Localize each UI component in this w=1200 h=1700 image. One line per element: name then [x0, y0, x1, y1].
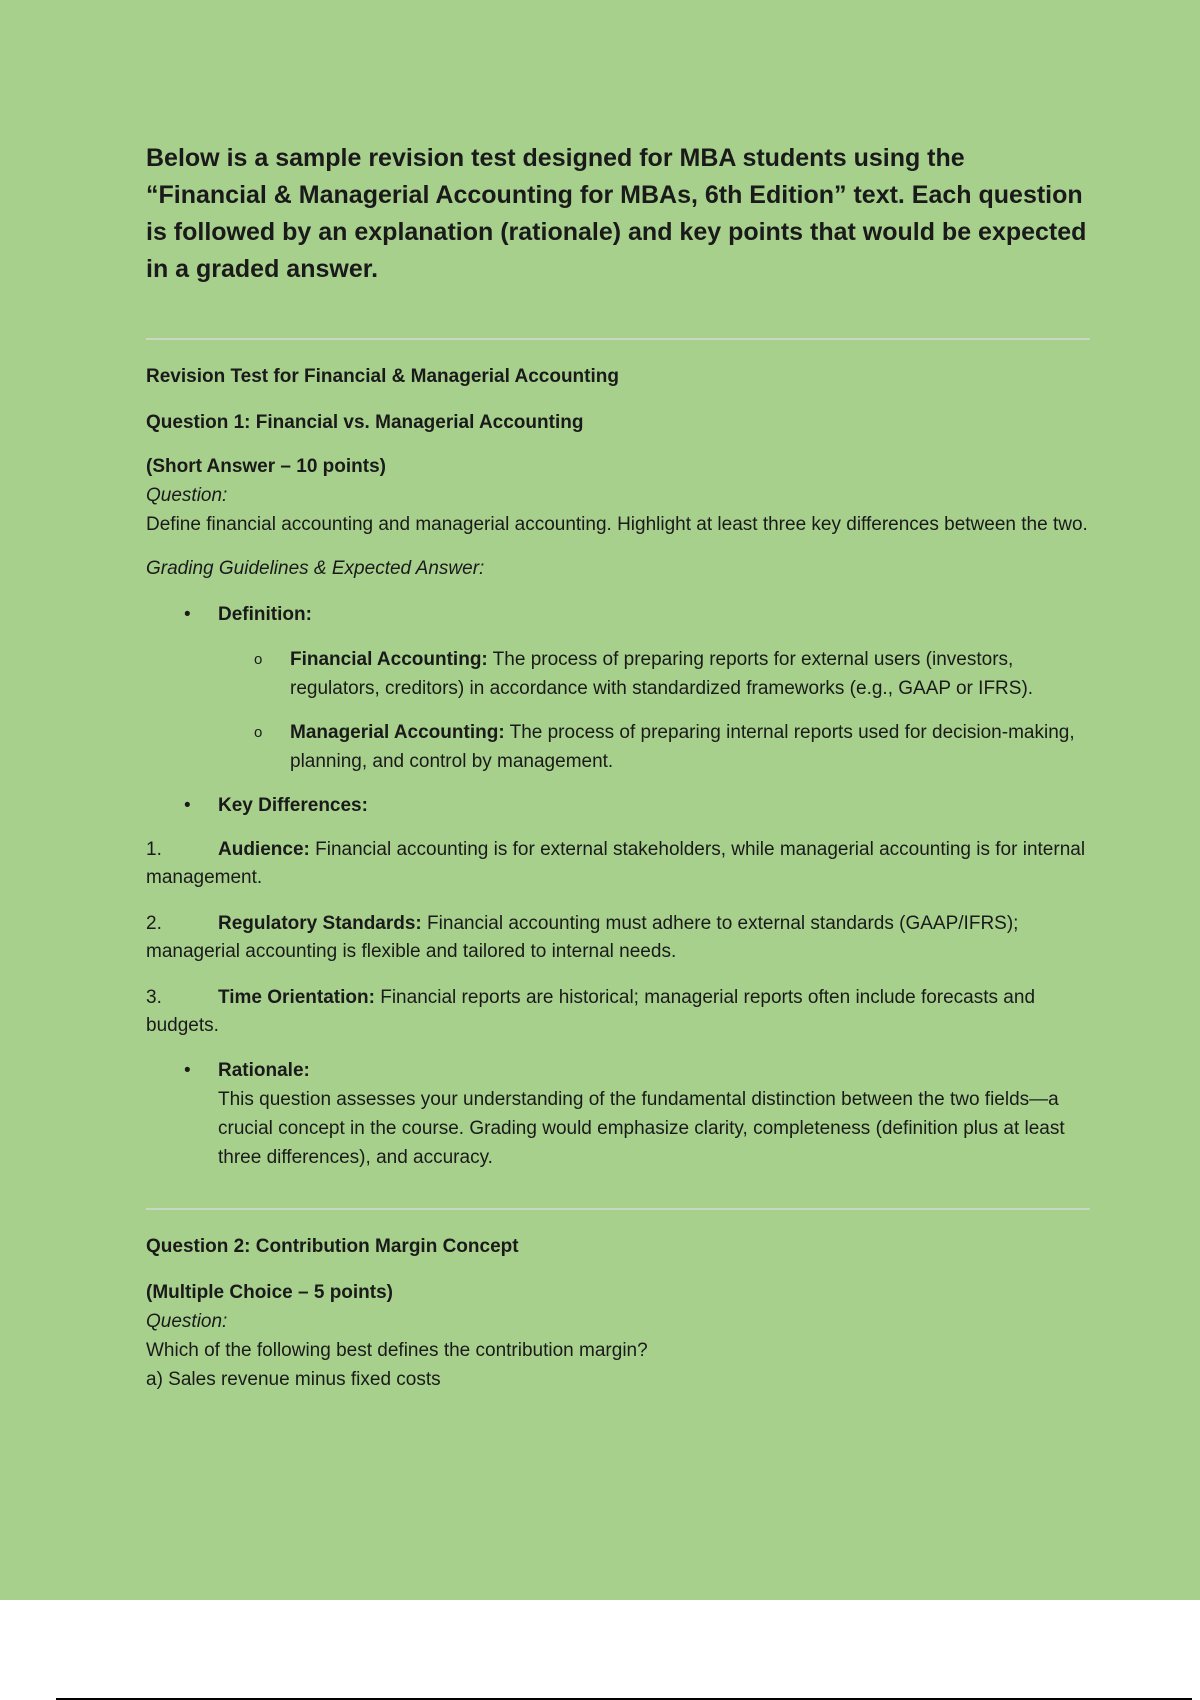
q1-guidelines-label: Grading Guidelines & Expected Answer: — [146, 558, 485, 579]
rationale-text: This question assesses your understanding of the fundamental distinction between the two fields—a crucial concept in the course. Grading would emphasize clarity, completeness (definition plus at least three differences), and accuracy. — [218, 1089, 1065, 1168]
horizontal-rule — [146, 1208, 1090, 1210]
sub-bullet-icon: o — [254, 651, 263, 668]
document-content — [146, 140, 1090, 1394]
q1-question-label: Question: — [146, 485, 228, 506]
definition-label: Definition: — [218, 604, 312, 625]
difference-number: 1. — [146, 839, 162, 860]
difference-term: Time Orientation: — [218, 987, 375, 1008]
q2-question-label: Question: — [146, 1311, 228, 1332]
financial-text: The process of preparing reports for external users (investors, regulators, creditors) in accordance with standardized frameworks (e.g., GAAP or IFRS). — [290, 649, 1034, 699]
q1-title: Question 1: Financial vs. Managerial Accounting — [146, 412, 584, 433]
managerial-text: The process of preparing internal reports used for decision-making, planning, and control by management. — [290, 722, 1075, 772]
test-title: Revision Test for Financial & Managerial Accounting — [146, 366, 619, 387]
bullet-icon: • — [184, 604, 191, 625]
sub-bullet-financial — [146, 645, 1090, 703]
bullet-rationale — [146, 1056, 1090, 1172]
difference-item-3 — [146, 984, 1090, 1040]
sub-bullet-managerial — [146, 718, 1090, 776]
bullet-icon: • — [184, 1060, 191, 1081]
difference-term: Audience: — [218, 839, 310, 860]
q1-type: (Short Answer – 10 points) — [146, 456, 386, 477]
managerial-term: Managerial Accounting: — [290, 722, 505, 743]
q2-type: (Multiple Choice – 5 points) — [146, 1282, 394, 1303]
difference-text: Financial reports are historical; managerial reports often include forecasts and budgets. — [146, 987, 1036, 1036]
financial-term: Financial Accounting: — [290, 649, 488, 670]
difference-number: 3. — [146, 987, 162, 1008]
q2-question-text: Which of the following best defines the contribution margin? — [146, 1340, 648, 1361]
difference-term: Regulatory Standards: — [218, 913, 422, 934]
differences-label: Key Differences: — [218, 795, 368, 816]
sub-bullet-icon: o — [254, 724, 263, 741]
rationale-label: Rationale: — [218, 1060, 310, 1081]
difference-text: Financial accounting is for external stakeholders, while managerial accounting is for internal management. — [146, 839, 1086, 888]
intro-paragraph: Below is a sample revision test designed for MBA students using the “Financial & Managerial Accounting for MBAs, 6th Edition” text. Each question is followed by an explanation (rationale) and key points that would be expected in a graded answer. — [146, 144, 1087, 283]
difference-item-2 — [146, 910, 1090, 966]
q1-question-text: Define financial accounting and managerial accounting. Highlight at least three key differences between the two. — [146, 514, 1088, 535]
bullet-icon: • — [184, 795, 191, 816]
q2-title: Question 2: Contribution Margin Concept — [146, 1236, 519, 1257]
horizontal-rule — [146, 338, 1090, 340]
difference-text: Financial accounting must adhere to external standards (GAAP/IFRS); managerial accounting is flexible and tailored to internal needs. — [146, 913, 1019, 962]
difference-item-1 — [146, 836, 1090, 892]
bullet-definition — [146, 600, 1090, 629]
q2-option-a: a) Sales revenue minus fixed costs — [146, 1369, 441, 1390]
difference-number: 2. — [146, 913, 162, 934]
bullet-key-differences — [146, 791, 1090, 820]
